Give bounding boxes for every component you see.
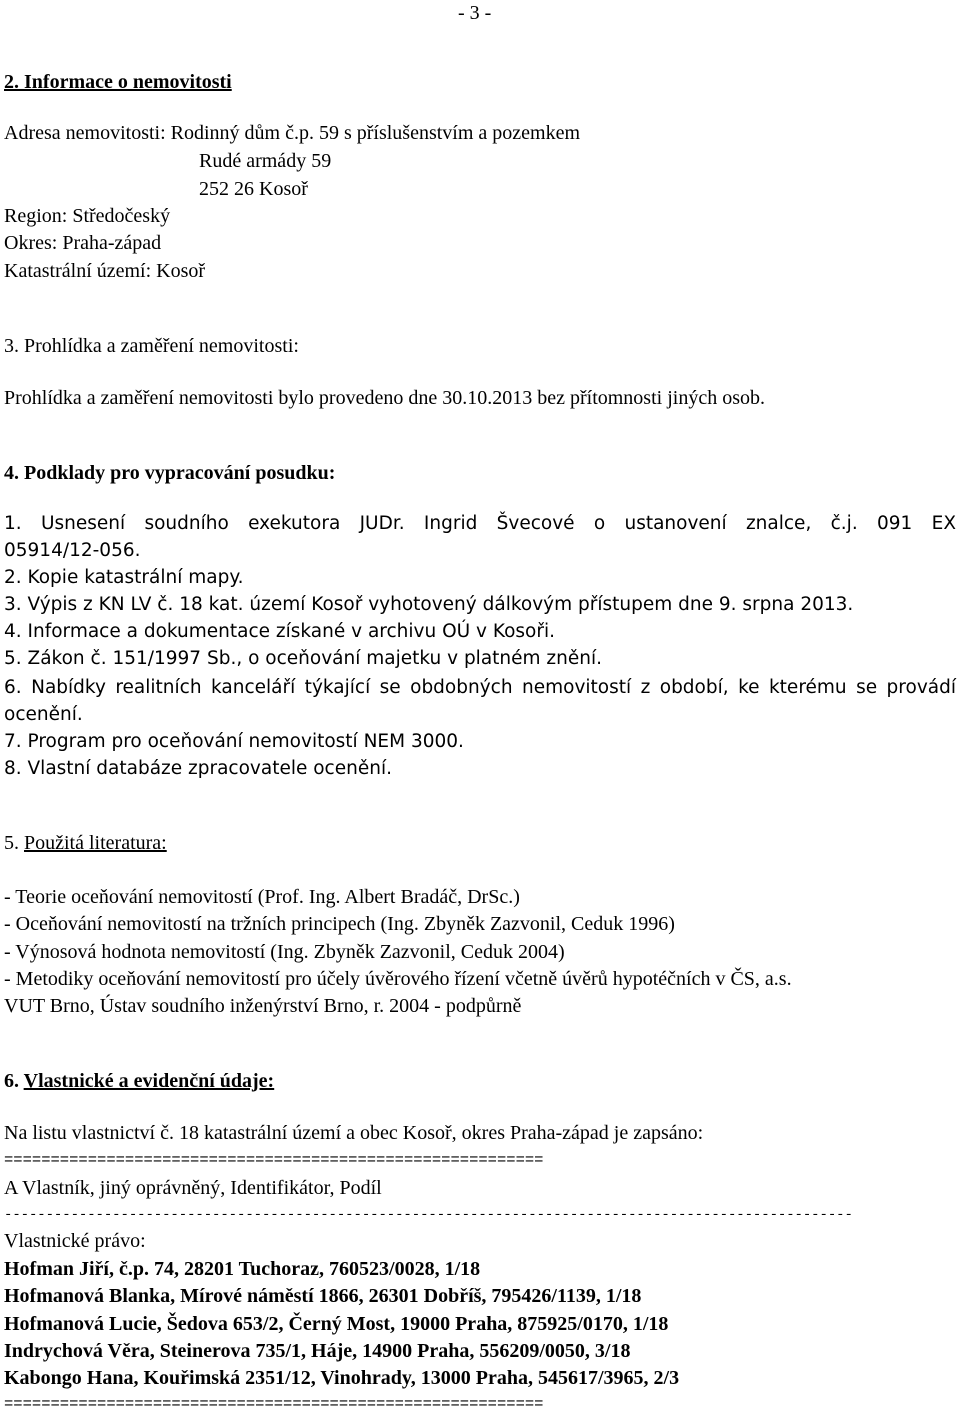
district: Okres: Praha-západ — [4, 232, 162, 254]
source-item-3: 3. Výpis z KN LV č. 18 kat. území Kosoř vyhotovený dálkovým přístupem dne 9. srpna 2013. — [4, 594, 854, 615]
owner-row: Kabongo Hana, Kouřimská 2351/12, Vinohrady, 13000 Praha, 545617/3965, 2/3 — [4, 1367, 680, 1389]
address-label: Adresa nemovitosti: — [4, 122, 171, 144]
literature-3: - Výnosová hodnota nemovitostí (Ing. Zbyněk Zazvonil, Ceduk 2004) — [4, 941, 565, 963]
right-type-label: Vlastnické právo: — [4, 1230, 146, 1252]
owner-columns-header: A Vlastník, jiný oprávněný, Identifikátor, Podíl — [4, 1177, 382, 1199]
ownership-intro: Na listu vlastnictví č. 18 katastrální území a obec Kosoř, okres Praha-západ je zapsáno: — [4, 1122, 704, 1144]
double-rule-bottom: ========================================================== — [4, 1395, 544, 1413]
section2-heading: 2. Informace o nemovitosti — [4, 71, 232, 93]
source-item-6a: 6. Nabídky realitních kanceláří týkající se obdobných nemovitostí z období, ke kterému se provádí — [4, 677, 956, 698]
section4-heading: 4. Podklady pro vypracování posudku: — [4, 462, 336, 484]
double-rule-top: ========================================================== — [4, 1151, 544, 1169]
section3-text: Prohlídka a zaměření nemovitosti bylo provedeno dne 30.10.2013 bez přítomnosti jiných osob. — [4, 387, 765, 409]
section3-heading: 3. Prohlídka a zaměření nemovitosti: — [4, 335, 299, 357]
source-item-5: 5. Zákon č. 151/1997 Sb., o oceňování majetku v platném znění. — [4, 648, 602, 669]
address-value: Rodinný dům č.p. 59 s příslušenstvím a pozemkem — [170, 122, 581, 144]
literature-1: - Teorie oceňování nemovitostí (Prof. Ing. Albert Bradáč, DrSc.) — [4, 886, 520, 908]
source-item-8: 8. Vlastní databáze zpracovatele ocenění. — [4, 758, 392, 779]
single-rule: ------------------------------------------------------------------------------------------------------ — [4, 1207, 853, 1223]
source-item-1a: 1. Usnesení soudního exekutora JUDr. Ingrid Švecové o ustanovení znalce, č.j. 091 EX — [4, 513, 956, 534]
section6-title: Vlastnické a evidenční údaje: — [23, 1070, 275, 1092]
source-item-4: 4. Informace a dokumentace získané v archivu OÚ v Kosoři. — [4, 621, 555, 642]
literature-4: - Metodiky oceňování nemovitostí pro účely úvěrového řízení včetně úvěrů hypotéčních v ČS, a.s. — [4, 968, 792, 990]
source-item-6b: ocenění. — [4, 704, 83, 725]
region: Region: Středočeský — [4, 205, 171, 227]
literature-2: - Oceňování nemovitostí na tržních principech (Ing. Zbyněk Zazvonil, Ceduk 1996) — [4, 913, 675, 935]
address-line3: 252 26 Kosoř — [199, 178, 308, 200]
address-line1 — [4, 120, 580, 146]
section6-number: 6. — [4, 1070, 24, 1092]
section5-title: Použitá literatura: — [24, 832, 167, 854]
literature-5: VUT Brno, Ústav soudního inženýrství Brno, r. 2004 - podpůrně — [4, 995, 522, 1017]
source-item-7: 7. Program pro oceňování nemovitostí NEM 3000. — [4, 731, 464, 752]
address-line2: Rudé armády 59 — [199, 150, 332, 172]
owner-row: Indrychová Věra, Steinerova 735/1, Háje, 14900 Praha, 556209/0050, 3/18 — [4, 1340, 631, 1362]
cadastral-area: Katastrální území: Kosoř — [4, 260, 206, 282]
page-number: - 3 - — [458, 2, 492, 24]
section5-number: 5. — [4, 832, 24, 854]
source-item-1b: 05914/12-056. — [4, 540, 141, 561]
section6-heading — [4, 1068, 274, 1094]
source-item-2: 2. Kopie katastrální mapy. — [4, 567, 244, 588]
section5-heading — [4, 830, 167, 856]
owner-row: Hofmanová Lucie, Šedova 653/2, Černý Most, 19000 Praha, 875925/0170, 1/18 — [4, 1313, 669, 1335]
owner-row: Hofman Jiří, č.p. 74, 28201 Tuchoraz, 760523/0028, 1/18 — [4, 1258, 481, 1280]
owner-row: Hofmanová Blanka, Mírové náměstí 1866, 26301 Dobříš, 795426/1139, 1/18 — [4, 1285, 642, 1307]
